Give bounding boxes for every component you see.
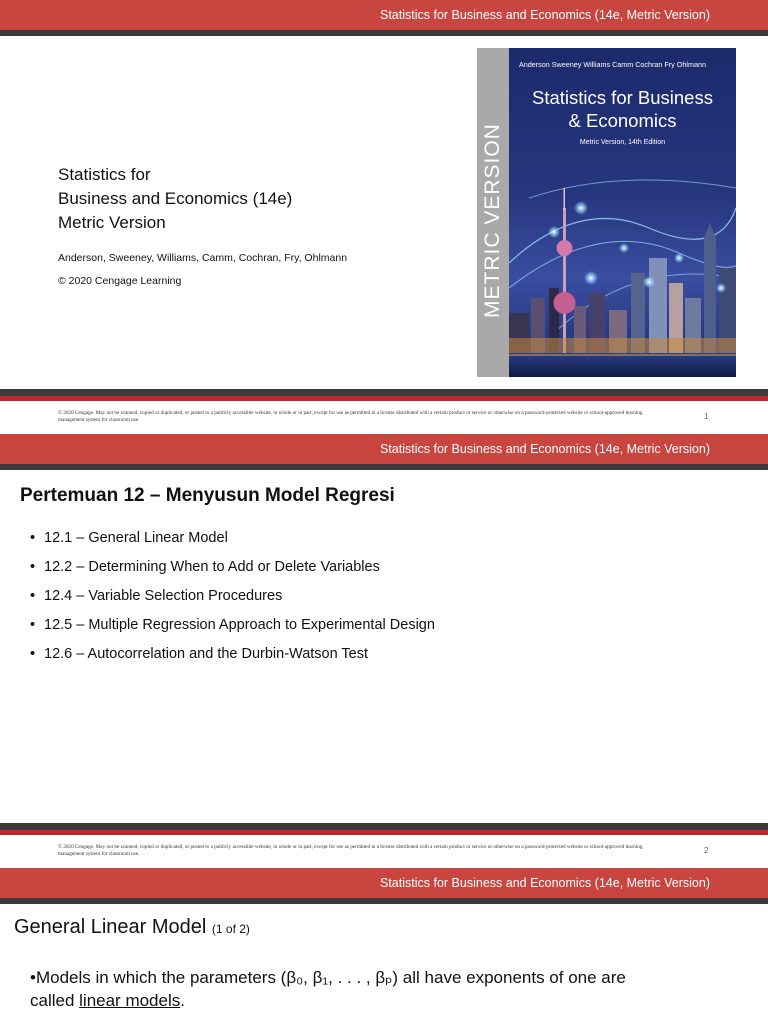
header-divider (0, 898, 768, 904)
slide-1 (0, 0, 768, 434)
footer-divider-dark (0, 389, 768, 396)
cover-title-line-1: Statistics for Business (532, 87, 713, 108)
title-block (58, 163, 292, 235)
list-item-text: 12.6 – Autocorrelation and the Durbin-Watson Test (44, 646, 369, 662)
slide-title-text: General Linear Model (14, 916, 207, 938)
header-course-title: Statistics for Business and Economics (14e, Metric Version) (380, 8, 710, 22)
book-cover (477, 48, 736, 377)
body-line-2-suffix: . (180, 991, 185, 1010)
cover-title (515, 86, 730, 132)
slide-title-suffix: (1 of 2) (211, 922, 250, 936)
body-line-1: •Models in which the parameters (β₀, β₁, . . . , βₚ) all have exponents of one are (30, 968, 626, 987)
body-line-2 (30, 991, 185, 1011)
title-line-3: Metric Version (58, 213, 166, 232)
header-divider (0, 30, 768, 36)
cover-spine-text: METRIC VERSION (481, 123, 504, 318)
list-item (30, 556, 435, 585)
slide-3 (0, 868, 768, 1024)
bullet: • (30, 646, 36, 662)
page-number: 1 (704, 412, 709, 421)
slide-2 (0, 434, 768, 868)
title-line-2: Business and Economics (14e) (58, 189, 293, 208)
bullet: • (30, 588, 36, 604)
footer-copyright-notice: © 2020 Cengage. May not be scanned, copied or duplicated, or posted to a publicly accessible website, in whole or in part, except for use as permitted in a license distributed with a certain product or service or otherwise on a password-protected website or school-approved learning management system for classroom use. (58, 410, 643, 423)
bullet: • (30, 617, 36, 633)
list-item-text: 12.4 – Variable Selection Procedures (44, 588, 283, 604)
list-item-text: 12.5 – Multiple Regression Approach to Experimental Design (44, 617, 435, 633)
header-bar (0, 0, 768, 30)
bullet: • (30, 530, 36, 546)
linear-models-term: linear models (79, 991, 181, 1010)
list-item (30, 643, 435, 672)
slide-title (14, 916, 250, 939)
page-number: 2 (704, 846, 709, 855)
list-item-text: 12.1 – General Linear Model (44, 530, 228, 546)
topic-list (30, 527, 435, 672)
list-item-text: 12.2 – Determining When to Add or Delete Variables (44, 559, 380, 575)
list-item (30, 527, 435, 556)
title-line-1: Statistics for (58, 165, 151, 184)
header-course-title: Statistics for Business and Economics (14e, Metric Version) (380, 442, 710, 456)
authors: Anderson, Sweeney, Williams, Camm, Cochran, Fry, Ohlmann (58, 252, 348, 264)
cover-title-line-2: & Economics (568, 110, 677, 131)
header-course-title: Statistics for Business and Economics (14e, Metric Version) (380, 876, 710, 890)
cover-edition: Metric Version, 14th Edition (579, 139, 666, 146)
header-bar (0, 434, 768, 464)
slide-title: Pertemuan 12 – Menyusun Model Regresi (20, 485, 395, 506)
cover-spine (477, 48, 509, 377)
cover-authors: Anderson Sweeney Williams Camm Cochran Fry Ohlmann (519, 60, 706, 69)
list-item (30, 614, 435, 643)
bullet: • (30, 559, 36, 575)
header-bar (0, 868, 768, 898)
footer-divider-red (0, 830, 768, 835)
cover-artwork (509, 48, 736, 377)
body-line-2-prefix: called (30, 991, 80, 1010)
header-divider (0, 464, 768, 470)
footer-divider-dark (0, 823, 768, 830)
footer-copyright-notice: © 2020 Cengage. May not be scanned, copied or duplicated, or posted to a publicly accessible website, in whole or in part, except for use as permitted in a license distributed with a certain product or service or otherwise on a password-protected website or school-approved learning management system for classroom use. (58, 844, 643, 857)
footer-divider-red (0, 396, 768, 401)
list-item (30, 585, 435, 614)
copyright: © 2020 Cengage Learning (58, 275, 182, 287)
